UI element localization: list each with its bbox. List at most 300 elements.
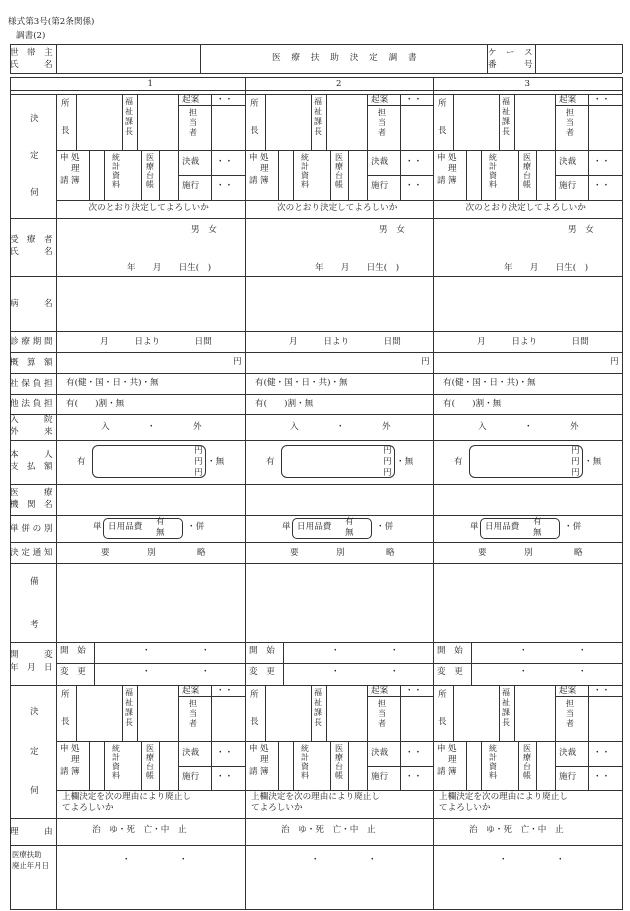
- period-row-label: 療: [21, 336, 30, 347]
- self-pay-yen-1: 円: [194, 457, 203, 467]
- document-title: 助: [330, 53, 339, 63]
- approval-lower-col2-shori: 理: [260, 755, 269, 765]
- self-pay-yen-2: 円: [383, 457, 392, 467]
- approval-upper-col3-seko-label: 施行: [559, 181, 577, 191]
- inpatient-row-label: 院: [44, 415, 53, 425]
- approval-upper-col1-shori-div: [89, 150, 90, 200]
- remarks-label-divider: [56, 563, 57, 642]
- remarks-label: 考: [30, 620, 39, 630]
- form-number: 様式第3号(第2条関係): [8, 17, 95, 27]
- start-label-2: 開 始: [249, 646, 275, 656]
- abolish-label: 廃止年月日: [12, 861, 49, 870]
- approval-upper-col1-ketsusai-label: 決裁: [182, 157, 200, 167]
- approval-lower-col2-tanto: 担: [378, 699, 386, 708]
- approval-upper-col3-shori: 理: [448, 164, 457, 174]
- approval-upper-col1-sho-div: [76, 94, 77, 150]
- approval-lower-label: 伺: [30, 786, 39, 797]
- approval-lower-col2-shori: 処: [260, 744, 269, 754]
- approval-lower-col2-kian-val-div: [400, 685, 401, 790]
- approval-lower-col1-iryo-daicho: 医: [146, 744, 154, 753]
- approval-lower-col3-mid-rule-right: [555, 741, 622, 742]
- approval-upper-col2-seko-label: 施行: [371, 181, 389, 191]
- social-insurance-row-label: 負: [32, 378, 42, 389]
- institution-row-label: 関: [27, 499, 36, 510]
- approval-lower-col3-kian-div: [555, 685, 556, 790]
- approval-upper-col2-fuku-div-a: [311, 94, 312, 150]
- approval-upper-col2-sho-div: [265, 94, 266, 150]
- approval-lower-col1-seko-label: 施行: [182, 772, 200, 782]
- start-change-label: 月: [27, 663, 36, 673]
- disease-row-label: [21, 300, 30, 309]
- notice-row-label: 通: [32, 547, 42, 558]
- period-row-label: 期: [32, 336, 42, 347]
- other-law-row-label: 他: [10, 399, 19, 409]
- approval-lower-col1-shori: 申: [60, 744, 69, 754]
- approval-lower-col3-shori: 申: [437, 744, 446, 754]
- birth-date-3: 年 月 日生( ): [504, 263, 589, 273]
- approval-upper-col1-kian-div: [178, 94, 179, 200]
- approval-upper-col3-iryo-daicho: 台: [523, 171, 531, 180]
- approval-lower-col2-seko-date: ・・: [405, 772, 423, 782]
- approval-lower-col2-kian-rule: [367, 696, 433, 697]
- header-right-rule: [622, 44, 623, 73]
- patient-row-label-divider: [56, 218, 57, 276]
- approval-lower-col3-kian-date: ・・: [593, 686, 611, 696]
- approval-lower-col1-tanto: 者: [189, 719, 197, 728]
- period-row-top: [10, 331, 622, 332]
- inpatient-2: 入: [290, 422, 299, 432]
- approval-lower-col3-iryo-daicho: 医: [523, 744, 531, 753]
- approval-lower-col1-kian-label: 起案: [182, 686, 200, 696]
- social-insurance-row-label: 担: [44, 378, 53, 389]
- self-payment-row-label: 支: [10, 462, 19, 472]
- approval-lower-col1-shori: 理: [71, 755, 80, 765]
- abolish-top: [10, 845, 622, 846]
- approval-lower-col3-kian-rule: [555, 696, 622, 697]
- approval-lower-col2-iryo-div: [348, 741, 349, 790]
- approval-lower-col1-cho: 長: [61, 717, 70, 727]
- col-number-bottom: [10, 90, 622, 91]
- approval-lower-col1-iryo-daicho: 帳: [146, 771, 154, 780]
- other-law-row-label-divider: [56, 394, 57, 414]
- tan-1: 単: [93, 522, 102, 532]
- approval-upper-col3-tokei: 料: [489, 180, 497, 189]
- approval-upper-col1-fuku-div-a: [122, 94, 123, 150]
- approval-upper-col3-kian-rule: [555, 105, 622, 106]
- approval-lower-col3-approve-rule: [433, 790, 622, 791]
- case-label: ス: [524, 48, 533, 58]
- approval-lower-col2-tokei: 資: [301, 762, 309, 771]
- approval-lower-col2-ketsusai-date: ・・: [405, 748, 423, 758]
- approval-upper-col3-fuku-div-b: [514, 94, 515, 150]
- approval-upper-col2-tokei-div-b: [330, 150, 331, 200]
- approval-upper-col1-ketsusai-rule: [178, 175, 245, 176]
- notice-omit-1: 略: [197, 548, 206, 558]
- patient-row-label: 療: [27, 235, 36, 245]
- self-pay-yes-3: 有: [454, 457, 463, 467]
- approval-lower-col3-seko-date: ・・: [593, 772, 611, 782]
- sex-options-3: 男 女: [568, 225, 594, 235]
- start-change-div-3: [471, 642, 472, 685]
- abolish-dot-a-1: ・: [122, 855, 131, 865]
- start-change-label: 変: [44, 650, 53, 660]
- approval-lower-col3-tokei: 統: [489, 744, 497, 753]
- approval-upper-col1-kian-label: 起案: [182, 95, 200, 105]
- approval-upper-col2-tokei: 資: [301, 171, 309, 180]
- patient-row-label: 氏: [10, 247, 19, 257]
- approval-upper-col2-tokei: 計: [301, 162, 309, 171]
- approval-upper-col1-fukushi: 課: [125, 117, 133, 126]
- approval-lower-label: 定: [30, 746, 39, 757]
- approval-lower-col2-shori: 請: [249, 767, 258, 777]
- document-title: 扶: [310, 53, 320, 63]
- approval-lower-col1-tanto: 担: [189, 699, 197, 708]
- single-combined-row-label: 単: [10, 523, 19, 534]
- reason-row-label: 由: [44, 826, 53, 837]
- single-combined-row-top: [10, 515, 622, 516]
- approval-lower-col1-shori: 処: [71, 744, 80, 754]
- notice-row-label-divider: [56, 542, 57, 563]
- start-dot-b-2: ・: [390, 646, 399, 656]
- approval-upper-label: 伺: [30, 188, 39, 199]
- approval-upper-col3-shori: 簿: [448, 176, 457, 186]
- approval-lower-col3-fukushi: 長: [502, 718, 510, 727]
- approval-upper-col3-tokei-div-b: [518, 150, 519, 200]
- approval-upper-col2-mid-rule-right: [367, 150, 433, 151]
- approval-lower-col1-iryo-daicho: 台: [146, 762, 154, 771]
- daily-goods-2: 日用品費: [297, 522, 332, 532]
- approval-lower-col3-iryo-div: [536, 741, 537, 790]
- disease-row-label: [33, 300, 42, 309]
- approval-lower-col2-fukushi: 課: [314, 708, 322, 717]
- approval-upper-col1-iryo-div: [159, 150, 160, 200]
- approval-upper-col3-ketsusai-rule: [555, 175, 622, 176]
- approval-upper-col2-shori: 理: [260, 164, 269, 174]
- approval-lower-col3-shori: 処: [448, 744, 457, 754]
- approval-upper-col3-sho: 所: [438, 99, 447, 109]
- approval-lower-col1-fukushi: 長: [125, 718, 133, 727]
- header-bottom-rule: [10, 73, 622, 74]
- social-insurance-row-label: 社: [10, 378, 19, 389]
- approval-upper-col1-tanto: 者: [189, 128, 197, 137]
- daily-goods-no-3: 無: [533, 528, 542, 538]
- self-pay-yen-3: 円: [571, 446, 580, 456]
- approval-lower-label-divider: [56, 685, 57, 818]
- inpatient-row-label: 入: [10, 415, 19, 425]
- estimate-row-label-divider: [56, 352, 57, 373]
- social-insurance-value-3: 有(健・国・日・共)・無: [443, 378, 536, 388]
- setai-label: 氏: [10, 60, 19, 70]
- start-dot-b-1: ・: [201, 646, 210, 656]
- daily-goods-3: 日用品費: [485, 522, 520, 532]
- reason-row-top: [10, 818, 622, 819]
- approval-upper-col2-shori-div: [278, 150, 279, 200]
- approval-lower-col2-ketsusai-label: 決裁: [371, 748, 389, 758]
- change-dot-a-3: ・: [519, 667, 528, 677]
- approval-upper-col1-approve-text: 次のとおり決定してよろしいか: [88, 203, 209, 213]
- approval-upper-col2-shori: 申: [249, 153, 258, 163]
- approval-lower-col3-sho: 所: [438, 690, 447, 700]
- approval-upper-col1-fukushi: 長: [125, 127, 133, 136]
- start-label-1: 開 始: [60, 646, 86, 656]
- approval-upper-col2-shori: 簿: [260, 176, 269, 186]
- self-pay-yen-2: 円: [383, 468, 392, 478]
- estimate-unit-2: 円: [421, 357, 430, 367]
- approval-upper-col1-fukushi: 祉: [125, 107, 133, 116]
- inpatient-sep-2: ・: [336, 422, 345, 432]
- approval-lower-col2-iryo-daicho: 療: [335, 753, 343, 762]
- approval-upper-col3-tokei: 統: [489, 153, 497, 162]
- approval-lower-col2-shori: 申: [249, 744, 258, 754]
- approval-upper-col2-tokei: 料: [301, 180, 309, 189]
- notice-row-label: 知: [44, 547, 53, 558]
- other-law-row-label: 負: [32, 399, 42, 409]
- header-top-rule: [10, 44, 622, 45]
- approval-upper-col2-iryo-div: [348, 150, 349, 200]
- approval-lower-col1-fukushi: 祉: [125, 698, 133, 707]
- approval-lower-col2-mid-rule-right: [367, 741, 433, 742]
- period-row-label-divider: [56, 331, 57, 352]
- self-pay-yes-1: 有: [77, 457, 86, 467]
- approval-upper-col3-fukushi: 長: [502, 127, 510, 136]
- approval-lower-col3-kian-val-div: [588, 685, 589, 790]
- approval-lower-col3-seko-label: 施行: [559, 772, 577, 782]
- abolish-dot-b-2: ・: [368, 855, 377, 865]
- approval-lower-col2-shori: 簿: [260, 767, 269, 777]
- self-pay-yen-3: 円: [571, 457, 580, 467]
- institution-row-label-divider: [56, 484, 57, 515]
- approval-lower-col2-fukushi: 長: [314, 718, 322, 727]
- approval-lower-col2-tokei: 統: [301, 744, 309, 753]
- notice-separate-2: 別: [336, 548, 345, 558]
- patient-row-label: 名: [44, 247, 53, 257]
- approval-upper-col3-fukushi: 課: [502, 117, 510, 126]
- approval-upper-col1-shori: 請: [60, 176, 69, 186]
- case-label: 号: [524, 60, 533, 70]
- approval-upper-col1-cho: 長: [61, 126, 70, 136]
- self-pay-bracket-3: [469, 445, 583, 478]
- approval-lower-col3-shori: 理: [448, 755, 457, 765]
- change-dot-b-2: ・: [390, 667, 399, 677]
- approval-lower-col1-tokei: 資: [112, 762, 120, 771]
- estimate-unit-1: 円: [233, 357, 242, 367]
- approval-lower-col2-kian-label: 起案: [371, 686, 389, 696]
- disease-row-label: 名: [44, 298, 53, 309]
- inpatient-row-top: [10, 414, 622, 415]
- start-change-label: 日: [44, 663, 53, 673]
- case-label: [506, 61, 515, 70]
- outpatient-1: 外: [193, 422, 202, 432]
- approval-upper-col1-seko-date: ・・: [216, 181, 234, 191]
- social-insurance-value-2: 有(健・国・日・共)・無: [255, 378, 348, 388]
- approval-lower-col2-tokei-div-a: [293, 741, 294, 790]
- approval-lower-col2-kian-div: [367, 685, 368, 790]
- period-row-label: 診: [10, 336, 19, 347]
- approval-upper-col3-shori-div: [466, 150, 467, 200]
- approval-upper-col1-tokei: 資: [112, 171, 120, 180]
- start-change-label: 開: [10, 650, 19, 660]
- reason-value-2: 治 ゆ・死 亡・中 止: [281, 825, 376, 835]
- abolish-dot-b-1: ・: [179, 855, 188, 865]
- approval-lower-col3-shori-div: [466, 741, 467, 790]
- approval-upper-col1-kian-val-div: [211, 94, 212, 200]
- approval-lower-col3-tanto: 担: [566, 699, 574, 708]
- institution-row-label: 名: [44, 499, 53, 510]
- approval-upper-col2-fukushi: 長: [314, 127, 322, 136]
- approval-lower-col3-shori: 請: [437, 767, 446, 777]
- approval-lower-col1-tokei: 料: [112, 771, 120, 780]
- approval-upper-col1-tokei-div-b: [141, 150, 142, 200]
- patient-row-label: 者: [44, 235, 53, 245]
- change-dot-b-3: ・: [578, 667, 587, 677]
- notice-required-3: 要: [478, 548, 487, 558]
- document-title: 医: [272, 53, 281, 63]
- abolish-dot-a-3: ・: [499, 855, 508, 865]
- approval-upper-col2-fuku-div-b: [326, 94, 327, 150]
- approval-lower-col2-ketsusai-rule: [367, 766, 433, 767]
- approval-upper-col1-mid-rule-right: [178, 150, 245, 151]
- approval-upper-col2-iryo-daicho: 帳: [335, 180, 343, 189]
- remarks-top: [10, 563, 622, 564]
- approval-lower-col3-fuku-div-a: [499, 685, 500, 741]
- notice-separate-1: 別: [147, 548, 156, 558]
- start-dot-a-3: ・: [519, 646, 528, 656]
- start-change-div-2: [283, 642, 284, 685]
- start-label-3: 開 始: [437, 646, 463, 656]
- abolish-label: 医療扶助: [12, 850, 42, 859]
- approval-lower-col2-seko-label: 施行: [371, 772, 389, 782]
- approval-lower-col3-iryo-daicho: 台: [523, 762, 531, 771]
- approval-upper-col3-fuku-div-a: [499, 94, 500, 150]
- approval-lower-col1-iryo-div: [159, 741, 160, 790]
- approval-upper-col1-shori: 申: [60, 153, 69, 163]
- approval-upper-col2-tanto: 担: [378, 108, 386, 117]
- change-label-3: 変 更: [437, 667, 463, 677]
- approval-lower-col3-tokei: 資: [489, 762, 497, 771]
- approval-lower-col3-iryo-daicho: 療: [523, 753, 531, 762]
- self-payment-row-label: 払: [27, 462, 36, 472]
- approval-lower-col1-approve-rule: [56, 790, 245, 791]
- approval-lower-col2-tokei: 計: [301, 753, 309, 762]
- approval-upper-col3-shori: 請: [437, 176, 446, 186]
- approval-lower-col2-fukushi: 福: [314, 688, 322, 697]
- approval-lower-col2-sho: 所: [250, 690, 259, 700]
- approval-lower-col3-ketsusai-rule: [555, 766, 622, 767]
- approval-upper-col3-kian-div: [555, 94, 556, 200]
- self-payment-row-label-divider: [56, 440, 57, 484]
- approval-upper-col2-kian-rule: [367, 105, 433, 106]
- approval-lower-col3-tokei: 計: [489, 753, 497, 762]
- disease-row-top: [10, 276, 622, 277]
- disease-row-label-divider: [56, 276, 57, 331]
- notice-row-top: [10, 542, 622, 543]
- reason-value-3: 治 ゆ・死 亡・中 止: [469, 825, 564, 835]
- estimate-row-label: 算: [27, 357, 36, 368]
- reason-row-label: 理: [10, 826, 19, 837]
- notice-required-1: 要: [101, 548, 110, 558]
- approval-upper-col3-shori: 処: [448, 153, 457, 163]
- approval-upper-col2-fukushi: 福: [314, 97, 322, 106]
- single-combined-row-label: 併: [21, 523, 30, 534]
- approval-upper-col1-iryo-daicho: 台: [146, 171, 154, 180]
- period-value-3: 月 日より 日間: [477, 337, 589, 347]
- approval-upper-col1-approve-rule: [56, 200, 245, 201]
- approval-lower-col1-kian-val-div: [211, 685, 212, 790]
- start-change-label: [27, 651, 36, 660]
- approval-upper-col3-iryo-daicho: 医: [523, 153, 531, 162]
- estimate-row-label: 額: [44, 357, 53, 368]
- approval-lower-col3-tokei: 料: [489, 771, 497, 780]
- single-combined-row-label: の: [32, 523, 42, 534]
- institution-row-label: 機: [10, 499, 19, 510]
- approval-lower-col1-kian-rule: [178, 696, 245, 697]
- period-value-1: 月 日より 日間: [100, 337, 212, 347]
- approval-lower-col3-ketsusai-date: ・・: [593, 748, 611, 758]
- approval-upper-col3-ketsusai-label: 決裁: [559, 157, 577, 167]
- approval-lower-col3-tanto: 当: [566, 709, 574, 718]
- start-change-div-1: [94, 642, 95, 685]
- sex-options-2: 男 女: [379, 225, 405, 235]
- inpatient-row-label-divider: [56, 414, 57, 440]
- approval-lower-col1-fukushi: 福: [125, 688, 133, 697]
- estimate-unit-3: 円: [610, 357, 619, 367]
- approval-lower-col2-fuku-div-b: [326, 685, 327, 741]
- self-pay-bracket-2: [281, 445, 395, 478]
- estimate-row-top: [10, 352, 622, 353]
- approval-upper-col1-tanto: 当: [189, 118, 197, 127]
- approval-lower-col3-shori: 簿: [448, 767, 457, 777]
- approval-upper-col1-shori: 簿: [71, 176, 80, 186]
- approval-upper-label: 決: [30, 113, 39, 124]
- approval-lower-col1-ketsusai-label: 決裁: [182, 748, 200, 758]
- birth-date-2: 年 月 日生( ): [315, 263, 400, 273]
- approval-upper-col2-shori: 請: [249, 176, 258, 186]
- case-label: ー: [506, 48, 515, 58]
- approval-upper-col1-iryo-daicho: 医: [146, 153, 154, 162]
- setai-label: 主: [44, 48, 53, 58]
- approval-lower-col2-fuku-div-a: [311, 685, 312, 741]
- approval-upper-col2-sho: 所: [250, 99, 259, 109]
- approval-upper-col3-tokei: 資: [489, 171, 497, 180]
- approval-upper-col3-cho: 長: [438, 126, 447, 136]
- social-insurance-value-1: 有(健・国・日・共)・無: [66, 378, 159, 388]
- tan-2: 単: [282, 522, 291, 532]
- approval-upper-col1-ketsusai-date: ・・: [216, 157, 234, 167]
- inpatient-3: 入: [478, 422, 487, 432]
- approval-lower-col1-mid-rule-right: [178, 741, 245, 742]
- approval-lower-col3-tokei-div-b: [518, 741, 519, 790]
- tan-3: 単: [470, 522, 479, 532]
- approval-upper-col3-kian-date: ・・: [593, 95, 611, 105]
- approval-upper-col1-iryo-daicho: 療: [146, 162, 154, 171]
- approval-upper-col2-shori: 処: [260, 153, 269, 163]
- self-pay-yes-2: 有: [266, 457, 275, 467]
- approval-upper-col3-ketsusai-date: ・・: [593, 157, 611, 167]
- approval-lower-col1-tokei: 計: [112, 753, 120, 762]
- notice-separate-3: 別: [524, 548, 533, 558]
- institution-row-label: 医: [10, 487, 19, 498]
- approval-upper-col2-ketsusai-date: ・・: [405, 157, 423, 167]
- approval-lower-col3-fukushi: 課: [502, 708, 510, 717]
- column-divider-2: [433, 77, 434, 910]
- start-dot-a-2: ・: [331, 646, 340, 656]
- approval-lower-col1-iryo-daicho: 療: [146, 753, 154, 762]
- approval-upper-col1-sho: 所: [61, 99, 70, 109]
- approval-lower-col2-cho: 長: [250, 717, 259, 727]
- hei-2: ・併: [376, 522, 394, 532]
- approval-upper-col2-approve-text: 次のとおり決定してよろしいか: [277, 203, 398, 213]
- inpatient-row-label: 外: [10, 427, 19, 437]
